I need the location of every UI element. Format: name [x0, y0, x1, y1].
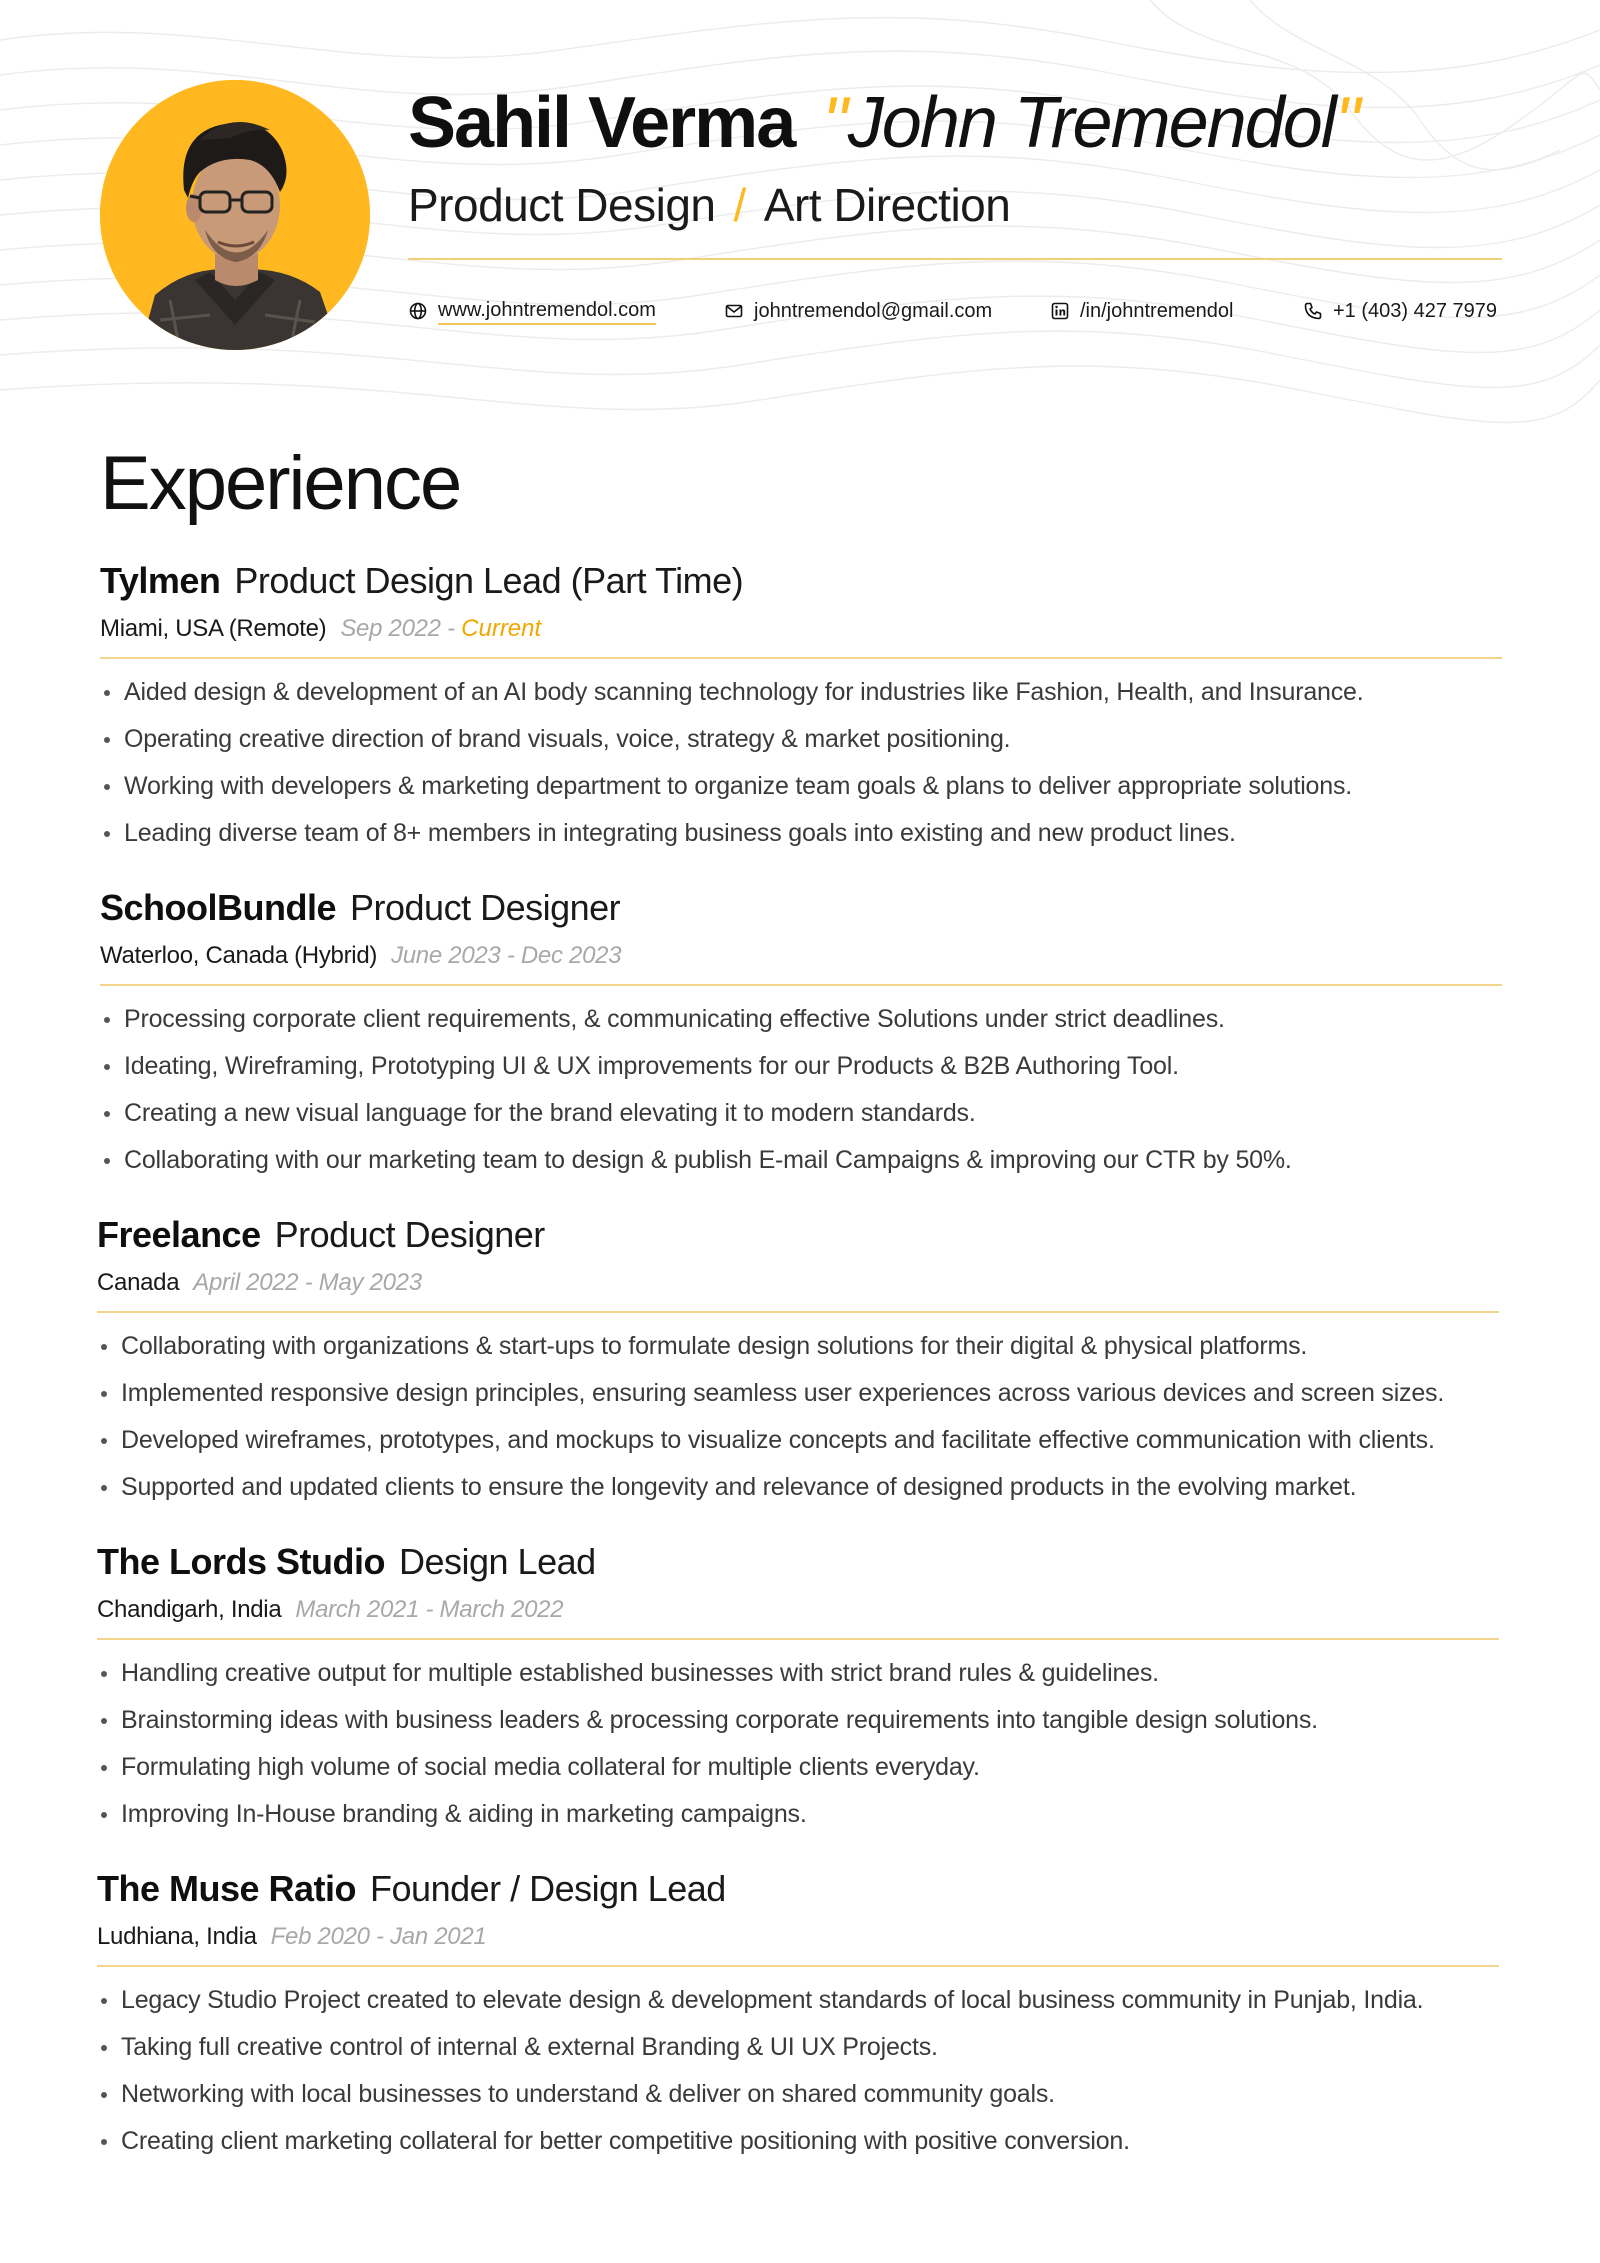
bullet-item: Handling creative output for multiple established businesses with strict brand rules & guidelines. [97, 1650, 1499, 1697]
job-entry [97, 1867, 1499, 2165]
phone-icon [1303, 301, 1323, 321]
linkedin-text: /in/johntremendol [1080, 300, 1234, 322]
job-bullets [100, 669, 1502, 857]
bullet-item: Collaborating with our marketing team to design & publish E-mail Campaigns & improving our CTR by 50%. [100, 1137, 1502, 1184]
job-dates: June 2023 - Dec 2023 [391, 942, 622, 969]
name-heading [408, 82, 1508, 164]
job-heading [100, 886, 1502, 930]
linkedin-link[interactable] [1050, 295, 1233, 327]
bullet-item: Implemented responsive design principles, ensuring seamless user experiences across various devices and screen sizes. [97, 1370, 1499, 1417]
website-text: www.johntremendol.com [438, 297, 656, 325]
job-location: Ludhiana, India [97, 1923, 257, 1950]
profile-photo [100, 80, 370, 350]
job-divider [97, 1638, 1499, 1640]
bullet-item: Aided design & development of an AI body scanning technology for industries like Fashion, Health, and Insurance. [100, 669, 1502, 716]
company-name: The Muse Ratio [97, 1868, 357, 1909]
bullet-item: Creating a new visual language for the brand elevating it to modern standards. [100, 1090, 1502, 1137]
job-heading [97, 1867, 1499, 1911]
job-entry [100, 886, 1502, 1184]
job-location: Waterloo, Canada (Hybrid) [100, 942, 378, 969]
job-meta [100, 613, 1502, 645]
company-name: The Lords Studio [97, 1541, 385, 1582]
full-name: Sahil Verma [408, 83, 795, 163]
bullet-item: Taking full creative control of internal & external Branding & UI UX Projects. [97, 2024, 1499, 2071]
mail-icon [724, 301, 744, 321]
job-role: Founder / Design Lead [370, 1868, 726, 1909]
job-entry [97, 1213, 1499, 1511]
job-title [408, 178, 1010, 232]
nickname: John Tremendol [847, 83, 1335, 163]
company-name: SchoolBundle [100, 887, 336, 928]
job-entry [100, 559, 1502, 857]
profile-photo-illustration [100, 80, 370, 350]
job-role: Product Designer [350, 887, 621, 928]
job-role: Design Lead [398, 1541, 596, 1582]
job-meta [100, 940, 1502, 972]
bullet-item: Processing corporate client requirements, & communicating effective Solutions under strict deadlines. [100, 996, 1502, 1043]
job-meta [97, 1594, 1499, 1626]
job-location: Miami, USA (Remote) [100, 615, 327, 642]
bullet-item: Collaborating with organizations & start-ups to formulate design solutions for their digital & physical platforms. [97, 1323, 1499, 1370]
job-dates: Sep 2022 - [340, 615, 462, 642]
bullet-item: Brainstorming ideas with business leaders & processing corporate requirements into tangible design solutions. [97, 1697, 1499, 1744]
bullet-item: Legacy Studio Project created to elevate design & development standards of local business community in Punjab, India. [97, 1977, 1499, 2024]
email-link[interactable] [724, 295, 992, 327]
job-meta [97, 1921, 1499, 1953]
job-heading [100, 559, 1502, 603]
job-divider [97, 1311, 1499, 1313]
bullet-item: Leading diverse team of 8+ members in integrating business goals into existing and new product lines. [100, 810, 1502, 857]
job-heading [97, 1213, 1499, 1257]
job-heading [97, 1540, 1499, 1584]
phone-link[interactable] [1303, 295, 1497, 327]
nickname-quote-close: " [1334, 83, 1361, 163]
nickname-quote-open: " [822, 83, 848, 163]
job-role: Product Design Lead (Part Time) [234, 560, 744, 601]
job-dates: April 2022 - May 2023 [193, 1269, 422, 1296]
job-current-badge: Current [461, 615, 542, 642]
job-dates: Feb 2020 - Jan 2021 [270, 1923, 487, 1950]
job-location: Canada [97, 1269, 180, 1296]
globe-icon [408, 301, 428, 321]
bullet-item: Creating client marketing collateral for better competitive positioning with positive conversion. [97, 2118, 1499, 2165]
contact-bar [408, 295, 1508, 335]
job-bullets [97, 1650, 1499, 1838]
job-divider [100, 657, 1502, 659]
title-primary: Product Design [408, 179, 716, 231]
job-divider [100, 984, 1502, 986]
bullet-item: Developed wireframes, prototypes, and mockups to visualize concepts and facilitate effective communication with clients. [97, 1417, 1499, 1464]
company-name: Freelance [97, 1214, 261, 1255]
job-bullets [97, 1323, 1499, 1511]
experience-heading: Experience [100, 441, 461, 526]
bullet-item: Operating creative direction of brand visuals, voice, strategy & market positioning. [100, 716, 1502, 763]
job-divider [97, 1965, 1499, 1967]
company-name: Tylmen [100, 560, 221, 601]
job-bullets [97, 1977, 1499, 2165]
bullet-item: Formulating high volume of social media collateral for multiple clients everyday. [97, 1744, 1499, 1791]
phone-text: +1 (403) 427 7979 [1333, 300, 1498, 322]
bullet-item: Networking with local businesses to understand & deliver on shared community goals. [97, 2071, 1499, 2118]
website-link[interactable] [408, 295, 656, 327]
email-text: johntremendol@gmail.com [754, 300, 993, 322]
linkedin-icon [1050, 301, 1070, 321]
bullet-item: Supported and updated clients to ensure the longevity and relevance of designed products in the evolving market. [97, 1464, 1499, 1511]
bullet-item: Improving In-House branding & aiding in marketing campaigns. [97, 1791, 1499, 1838]
title-separator: / [733, 179, 746, 231]
job-meta [97, 1267, 1499, 1299]
job-bullets [100, 996, 1502, 1184]
job-dates: March 2021 - March 2022 [295, 1596, 564, 1623]
job-role: Product Designer [274, 1214, 545, 1255]
title-secondary: Art Direction [763, 179, 1011, 231]
bullet-item: Working with developers & marketing department to organize team goals & plans to deliver appropriate solutions. [100, 763, 1502, 810]
bullet-item: Ideating, Wireframing, Prototyping UI & UX improvements for our Products & B2B Authoring Tool. [100, 1043, 1502, 1090]
header-divider [408, 258, 1502, 260]
job-location: Chandigarh, India [97, 1596, 282, 1623]
job-entry [97, 1540, 1499, 1838]
